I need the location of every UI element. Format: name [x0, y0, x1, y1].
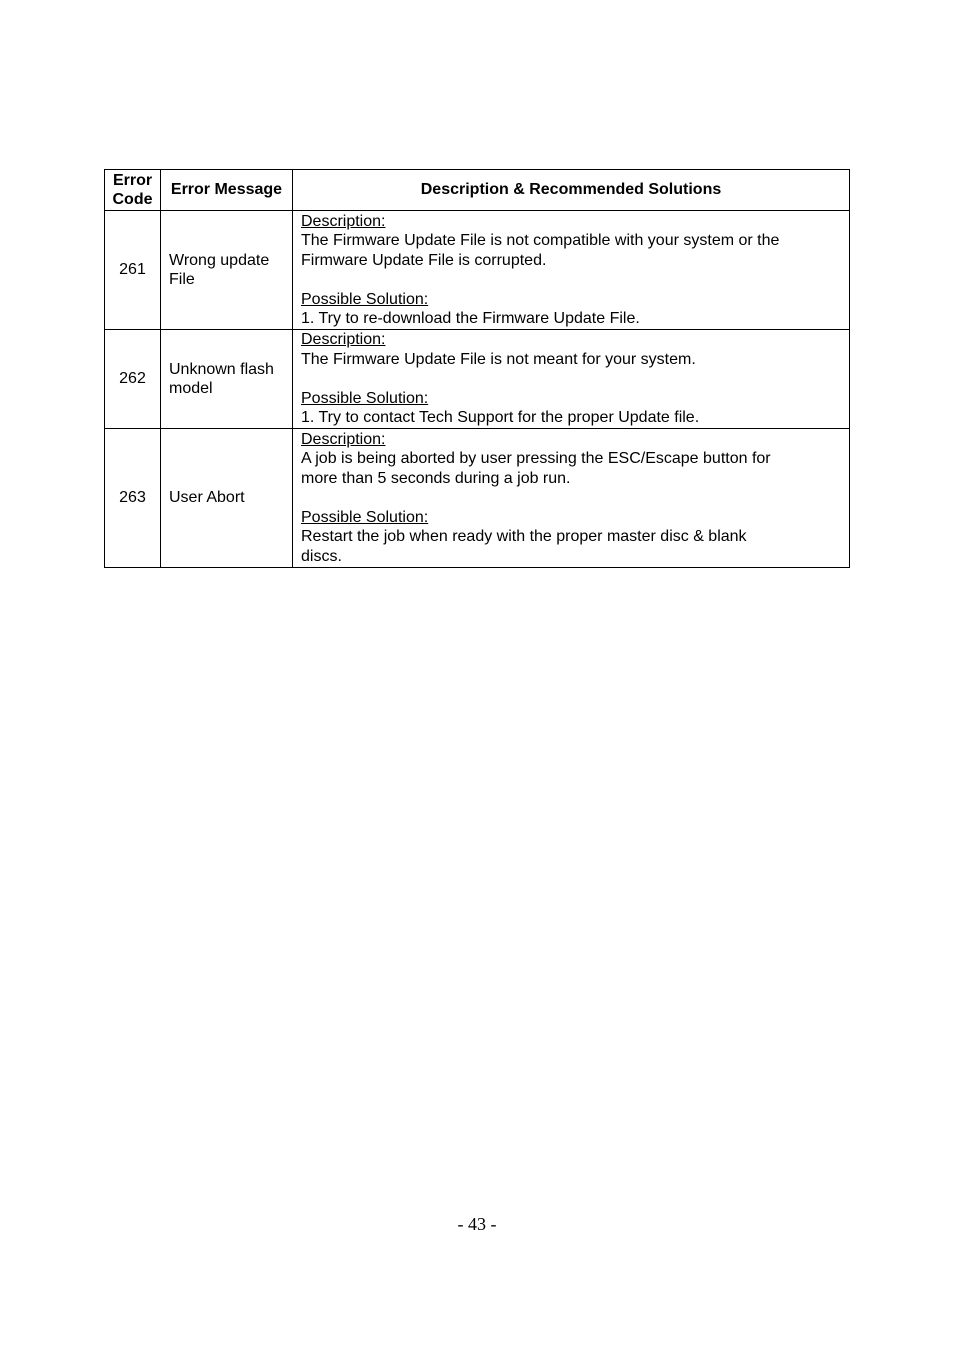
solution-label: Possible Solution: — [301, 389, 429, 407]
solution-text: discs. — [301, 547, 342, 565]
error-code-cell: 262 — [105, 330, 161, 429]
table-row — [105, 330, 850, 429]
solution-label: Possible Solution: — [301, 508, 429, 526]
solution-text: 1. Try to contact Tech Support for the proper Update file. — [301, 409, 700, 427]
error-message-line: Unknown flash — [169, 360, 274, 378]
description-label: Description: — [301, 331, 386, 349]
description-text: A job is being aborted by user pressing the ESC/Escape button for — [301, 450, 771, 468]
description-text: Firmware Update File is corrupted. — [301, 251, 547, 269]
solution-text: Restart the job when ready with the proper master disc & blank — [301, 528, 747, 546]
description-label: Description: — [301, 430, 386, 448]
error-message-line: model — [169, 380, 213, 397]
error-message-line: User Abort — [169, 489, 245, 507]
paragraph-gap — [301, 369, 841, 389]
table-row — [105, 429, 850, 568]
error-message-line: Wrong update — [169, 251, 270, 269]
header-description: Description & Recommended Solutions — [293, 170, 850, 211]
error-message-cell — [161, 429, 293, 568]
error-message-cell — [161, 211, 293, 330]
header-error-code-line1: Error — [112, 171, 153, 189]
paragraph-gap — [301, 488, 841, 508]
header-error-message: Error Message — [161, 170, 293, 211]
header-error-code — [105, 170, 161, 211]
description-cell — [293, 211, 850, 330]
error-code-table — [104, 169, 850, 568]
paragraph-gap — [301, 270, 841, 290]
description-text: more than 5 seconds during a job run. — [301, 469, 571, 487]
description-text: The Firmware Update File is not compatible with your system or the — [301, 232, 780, 249]
error-message-cell — [161, 330, 293, 429]
header-error-code-line2: Code — [112, 191, 153, 208]
description-label: Description: — [301, 212, 386, 230]
page-number: - 43 - — [457, 1214, 497, 1234]
description-cell — [293, 429, 850, 568]
error-message-line: File — [169, 271, 195, 288]
description-cell — [293, 330, 850, 429]
table-header-row — [105, 170, 850, 211]
solution-label: Possible Solution: — [301, 290, 429, 308]
error-code-cell: 263 — [105, 429, 161, 568]
solution-text: 1. Try to re-download the Firmware Update File. — [301, 310, 640, 327]
table-row — [105, 211, 850, 330]
error-code-cell: 261 — [105, 211, 161, 330]
description-text: The Firmware Update File is not meant for your system. — [301, 350, 696, 368]
